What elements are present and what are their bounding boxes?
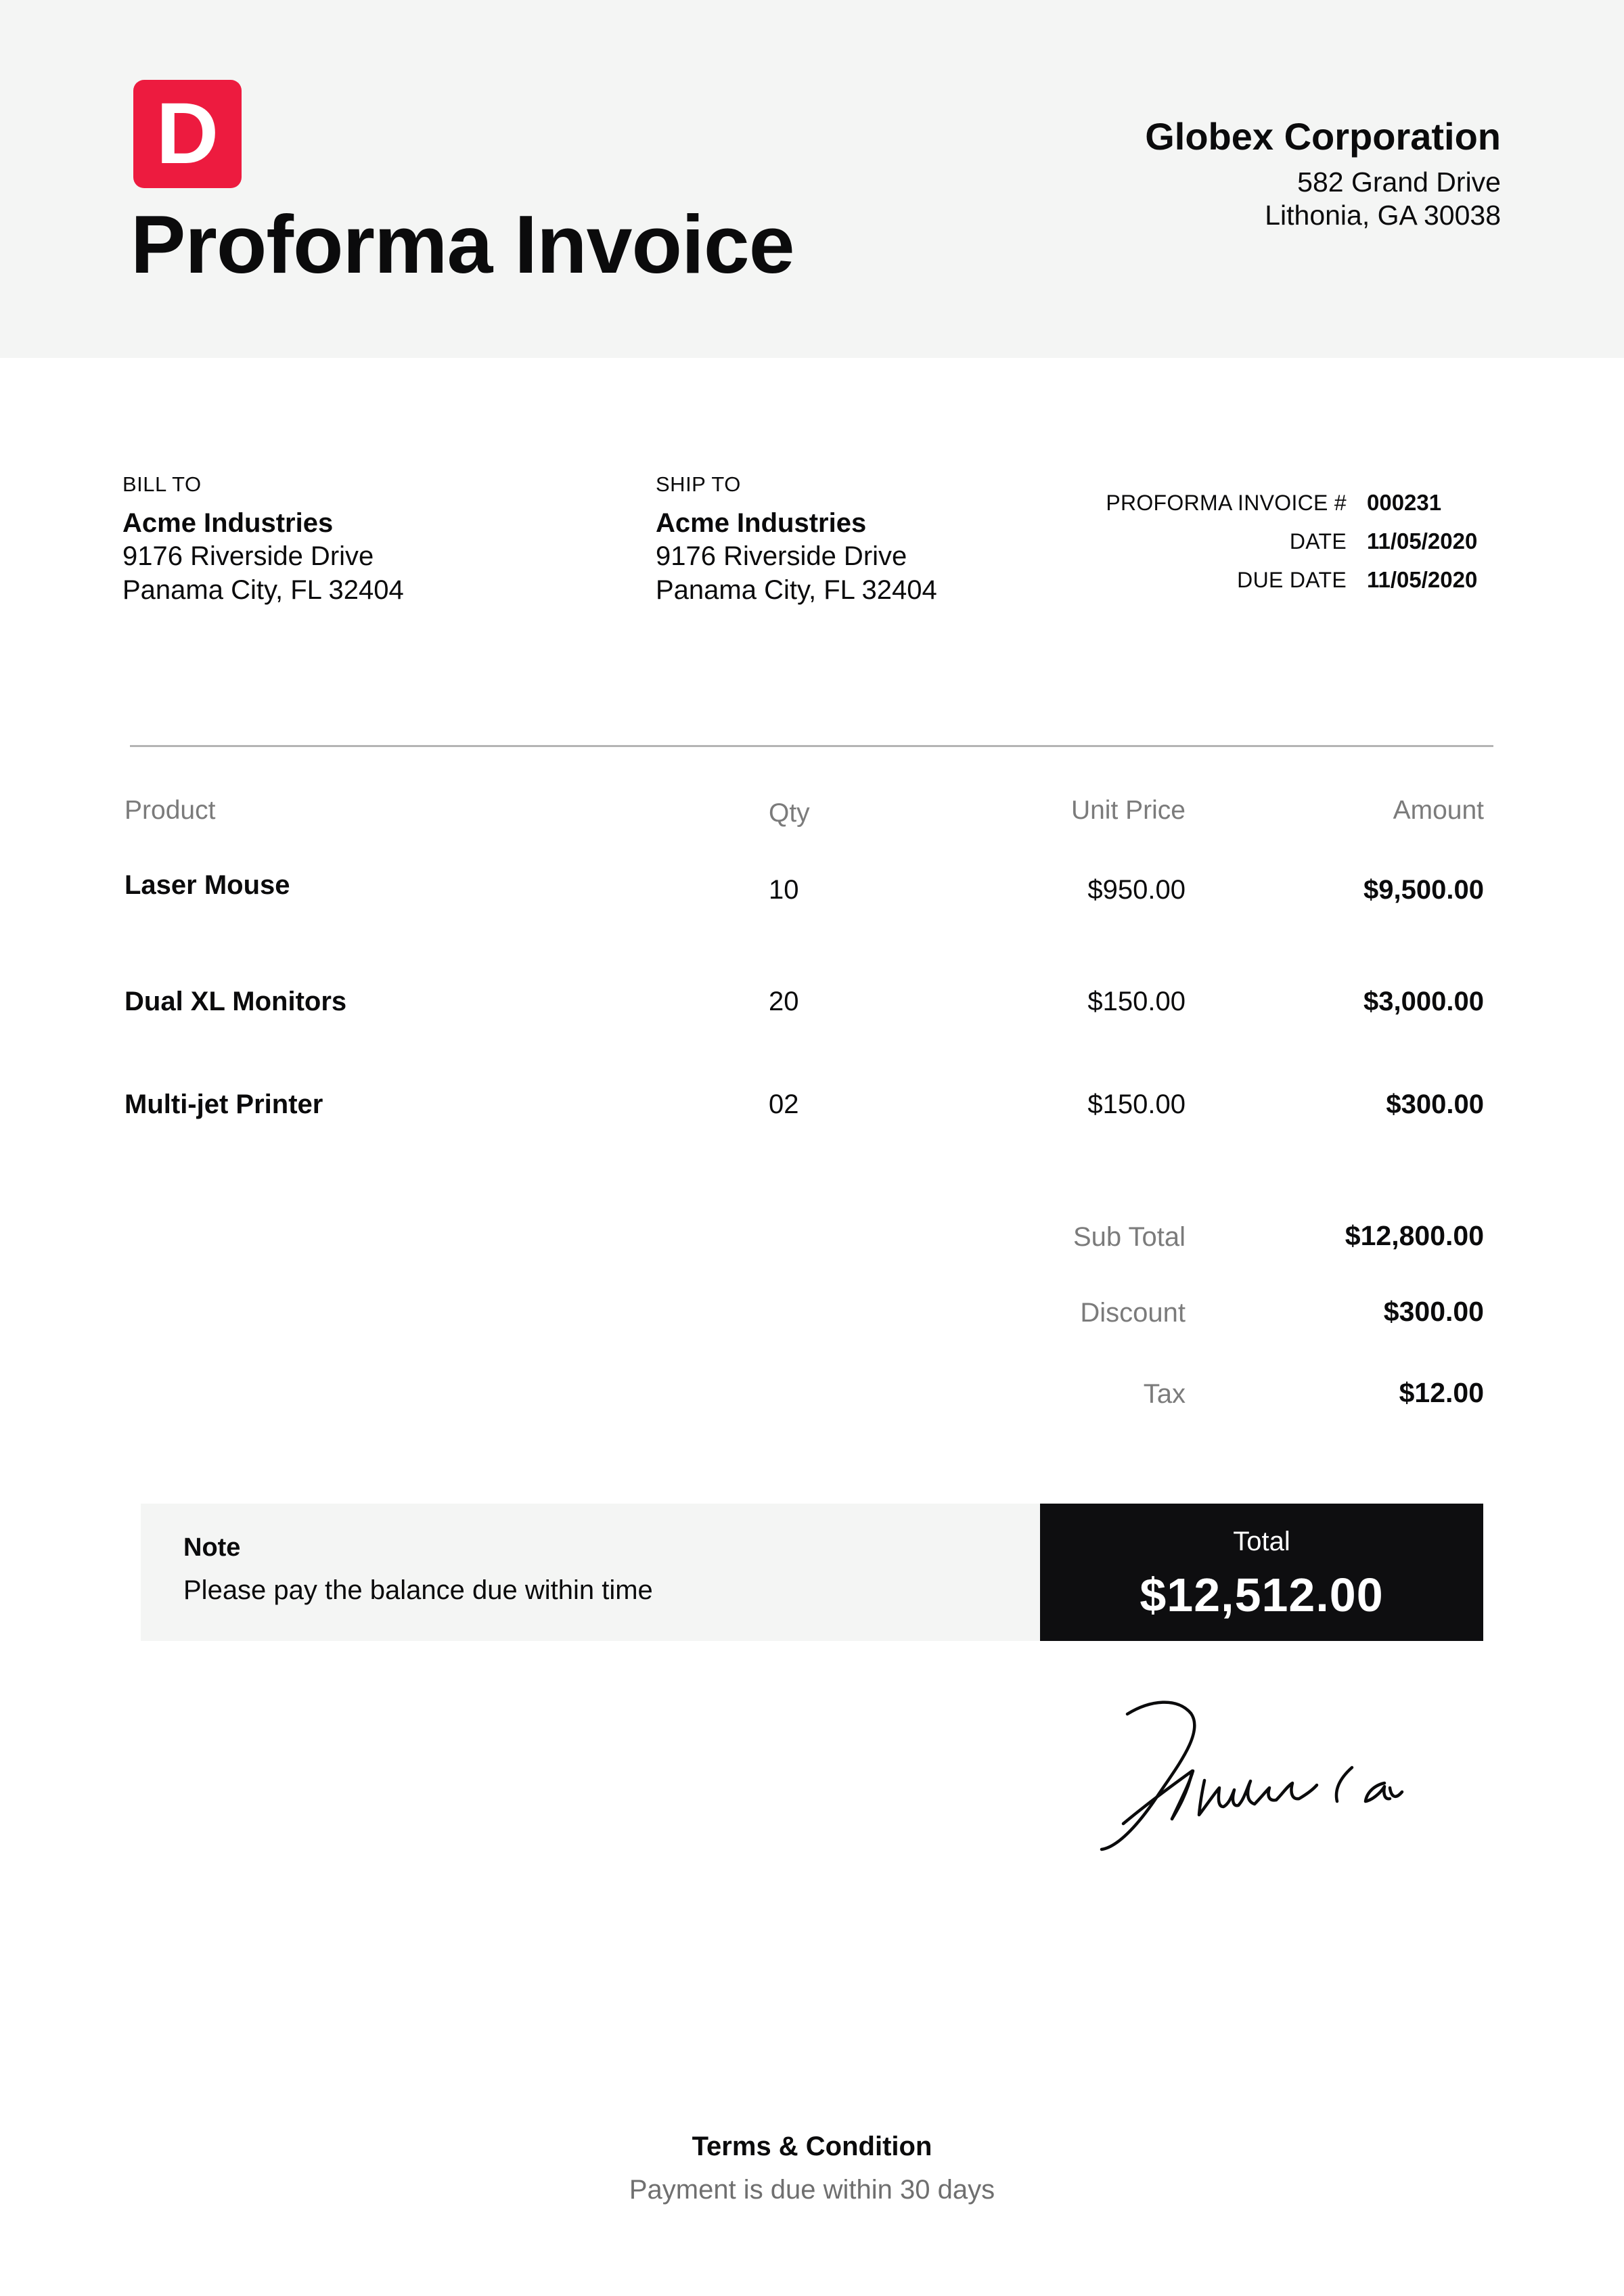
terms-text: Payment is due within 30 days <box>629 2175 995 2205</box>
ship-to-address-line2: Panama City, FL 32404 <box>656 575 937 605</box>
row-product: Multi-jet Printer <box>125 1089 323 1119</box>
logo-icon <box>133 80 242 188</box>
logo-letter: D <box>156 85 219 182</box>
company-info <box>1145 114 1501 232</box>
invoice-number-label: PROFORMA INVOICE # <box>1106 491 1347 515</box>
row-product: Dual XL Monitors <box>125 987 347 1016</box>
total-label: Total <box>1233 1527 1290 1556</box>
company-address-line1: 582 Grand Drive <box>1297 166 1501 198</box>
invoice-number-value: 000231 <box>1367 490 1442 515</box>
date-value: 11/05/2020 <box>1367 528 1478 554</box>
terms-title: Terms & Condition <box>692 2132 932 2161</box>
row-unit-price: $150.00 <box>1087 987 1186 1016</box>
bill-to-block <box>122 474 404 607</box>
column-header-amount: Amount <box>1393 796 1484 825</box>
date-row <box>1056 528 1502 567</box>
ship-to-address-line1: 9176 Riverside Drive <box>656 541 907 571</box>
bill-to-name: Acme Industries <box>122 508 334 538</box>
subtotal-label: Sub Total <box>1073 1222 1186 1252</box>
note-title: Note <box>183 1533 241 1562</box>
bill-to-address-line2: Panama City, FL 32404 <box>122 575 404 605</box>
row-amount: $300.00 <box>1386 1089 1484 1119</box>
invoice-number-row <box>1056 490 1502 528</box>
page-title: Proforma Invoice <box>131 198 794 290</box>
company-address-line2: Lithonia, GA 30038 <box>1265 200 1501 231</box>
subtotal-value: $12,800.00 <box>1345 1220 1484 1251</box>
date-label: DATE <box>1289 529 1347 554</box>
due-date-row <box>1056 567 1502 606</box>
invoice-meta <box>1056 490 1502 606</box>
ship-to-block <box>656 474 937 607</box>
row-qty: 20 <box>769 987 799 1016</box>
company-name: Globex Corporation <box>1145 115 1501 158</box>
column-header-product: Product <box>125 796 216 825</box>
row-unit-price: $950.00 <box>1087 875 1186 905</box>
discount-value: $300.00 <box>1383 1296 1484 1327</box>
bill-to-address-line1: 9176 Riverside Drive <box>122 541 374 571</box>
discount-label: Discount <box>1080 1298 1186 1328</box>
due-date-value: 11/05/2020 <box>1367 567 1478 592</box>
note-box <box>141 1504 1040 1641</box>
row-amount: $3,000.00 <box>1363 987 1484 1016</box>
row-product: Laser Mouse <box>125 870 290 900</box>
row-qty: 02 <box>769 1089 799 1119</box>
due-date-label: DUE DATE <box>1237 568 1347 592</box>
divider <box>130 745 1493 747</box>
column-header-qty: Qty <box>769 798 810 828</box>
row-qty: 10 <box>769 875 799 905</box>
tax-label: Tax <box>1143 1379 1186 1409</box>
column-header-unit-price: Unit Price <box>1070 796 1186 825</box>
ship-to-name: Acme Industries <box>656 508 867 538</box>
bill-to-label: BILL TO <box>122 472 202 496</box>
note-text: Please pay the balance due within time <box>183 1575 653 1605</box>
total-box <box>1040 1504 1483 1641</box>
row-unit-price: $150.00 <box>1087 1089 1186 1119</box>
tax-value: $12.00 <box>1399 1377 1484 1408</box>
ship-to-label: SHIP TO <box>656 472 741 496</box>
signature-icon <box>1069 1671 1448 1874</box>
row-amount: $9,500.00 <box>1363 875 1484 905</box>
total-value: $12,512.00 <box>1140 1569 1384 1621</box>
